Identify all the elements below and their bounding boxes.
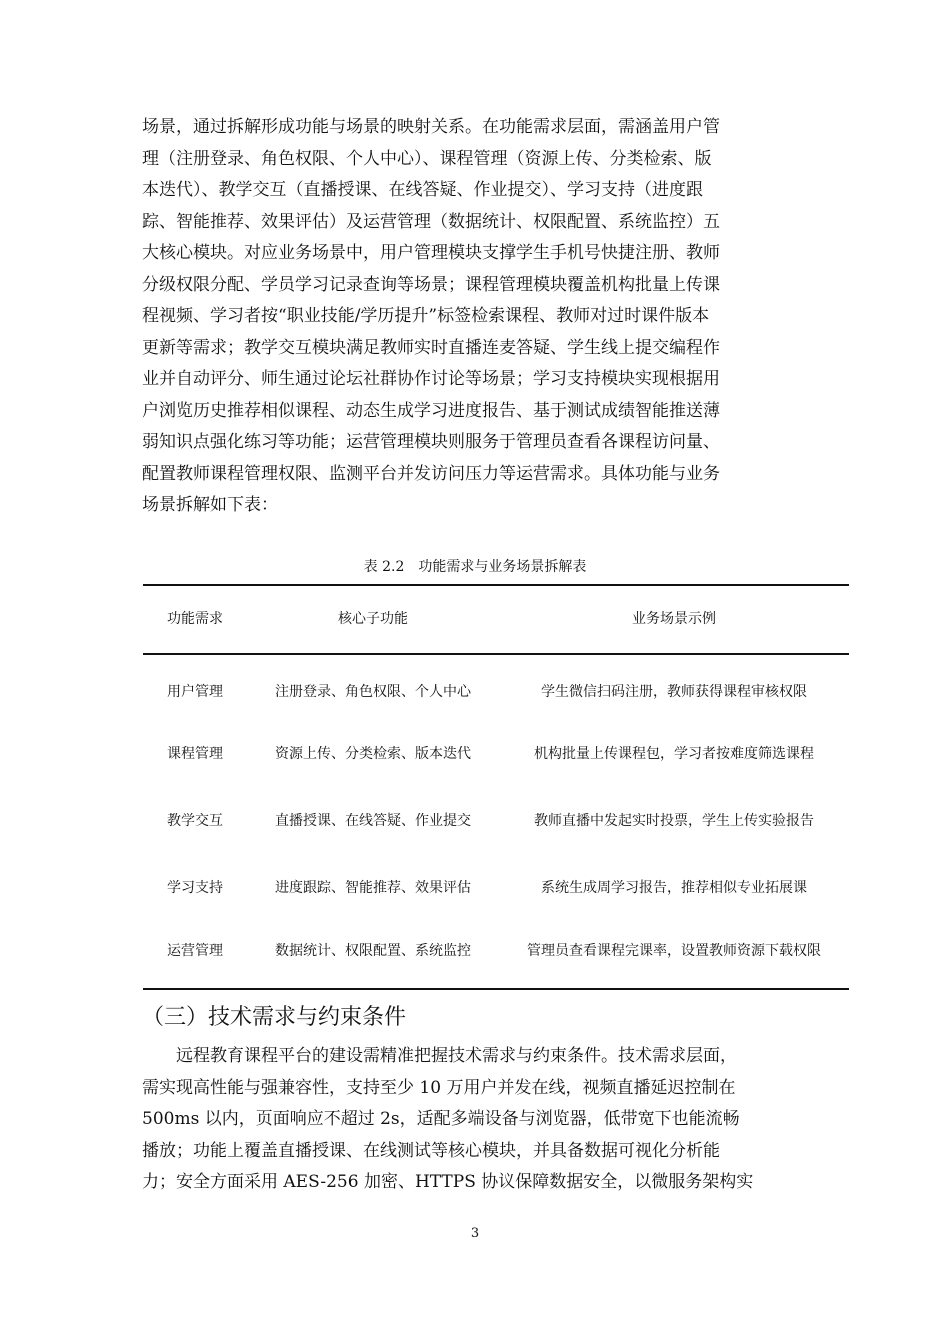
paragraph-line: 踪、智能推荐、效果评估）及运营管理（数据统计、权限配置、系统监控）五 [142,211,720,232]
paragraph-line: 本迭代）、教学交互（直播授课、在线答疑、作业提交）、学习支持（进度跟 [142,180,703,200]
paragraph-line: 户浏览历史推荐相似课程、动态生成学习进度报告、基于测试成绩智能推送薄 [142,400,720,421]
paragraph-line: 场景拆解如下表： [142,495,278,515]
body-paragraph [142,112,808,522]
table-cell: 机构批量上传课程包，学习者按难度筛选课程 [534,746,814,762]
requirements-table [143,584,849,990]
section-heading: （三）技术需求与约束条件 [142,1005,407,1030]
table-row [143,721,849,788]
page-number: 3 [470,1226,480,1241]
paragraph-line: 理（注册登录、角色权限、个人中心）、课程管理（资源上传、分类检索、版 [142,148,712,169]
table-cell: 用户管理 [167,683,223,700]
paragraph-line: 配置教师课程管理权限、监测平台并发访问压力等运营需求。具体功能与业务 [142,463,720,484]
table-cell: 资源上传、分类检索、版本迭代 [275,746,471,762]
table-cell: 教师直播中发起实时投票，学生上传实验报告 [534,813,814,829]
paragraph-line: 更新等需求；教学交互模块满足教师实时直播连麦答疑、学生线上提交编程作 [142,337,720,358]
table-cell: 进度跟踪、智能推荐、效果评估 [275,880,471,896]
table-row [143,788,849,855]
paragraph-line: 力；安全方面采用 AES-256 加密、HTTPS 协议保障数据安全，以微服务架构实 [142,1172,754,1192]
paragraph-line: 远程教育课程平台的建设需精准把握技术需求与约束条件。技术需求层面， [142,1046,737,1066]
paragraph-line: 程视频、学习者按“职业技能/学历提升”标签检索课程、教师对过时课件版本 [142,306,710,326]
paragraph-line: 需实现高性能与强兼容性，支持至少 10 万用户并发在线，视频直播延迟控制在 [142,1077,736,1098]
table-cell: 学习支持 [167,880,223,896]
paragraph-line: 分级权限分配、学员学习记录查询等场景；课程管理模块覆盖机构批量上传课 [142,274,720,295]
table-cell: 教学交互 [167,813,223,829]
column-header: 功能需求 [143,585,247,654]
paragraph-line: 场景，通过拆解形成功能与场景的映射关系。在功能需求层面，需涵盖用户管 [142,117,720,137]
table-cell: 学生微信扫码注册，教师获得课程审核权限 [541,683,807,700]
table-row [143,855,849,922]
column-header: 核心子功能 [247,585,499,654]
column-header: 业务场景示例 [499,585,849,654]
table-cell: 课程管理 [167,746,223,762]
table-row [143,654,849,721]
body-paragraph [142,1041,808,1199]
table-caption: 表 2.2 功能需求与业务场景拆解表 [363,559,587,575]
paragraph-line: 500ms 以内，页面响应不超过 2s，适配多端设备与浏览器，低带宽下也能流畅 [142,1109,740,1129]
table-row [143,922,849,989]
table-cell: 系统生成周学习报告，推荐相似专业拓展课 [541,880,807,896]
paragraph-line: 业并自动评分、师生通过论坛社群协作讨论等场景；学习支持模块实现根据用 [142,369,720,389]
paragraph-line: 弱知识点强化练习等功能；运营管理模块则服务于管理员查看各课程访问量、 [142,432,720,452]
table-cell: 注册登录、角色权限、个人中心 [275,683,471,700]
table-cell: 运营管理 [143,922,247,989]
paragraph-line: 播放；功能上覆盖直播授课、在线测试等核心模块，并具备数据可视化分析能 [142,1140,720,1161]
table-cell: 管理员查看课程完课率，设置教师资源下载权限 [499,922,849,989]
table-cell: 直播授课、在线答疑、作业提交 [275,813,471,829]
table-cell: 数据统计、权限配置、系统监控 [247,922,499,989]
table-header-row [143,585,849,654]
paragraph-line: 大核心模块。对应业务场景中，用户管理模块支撑学生手机号快捷注册、教师 [142,243,720,263]
